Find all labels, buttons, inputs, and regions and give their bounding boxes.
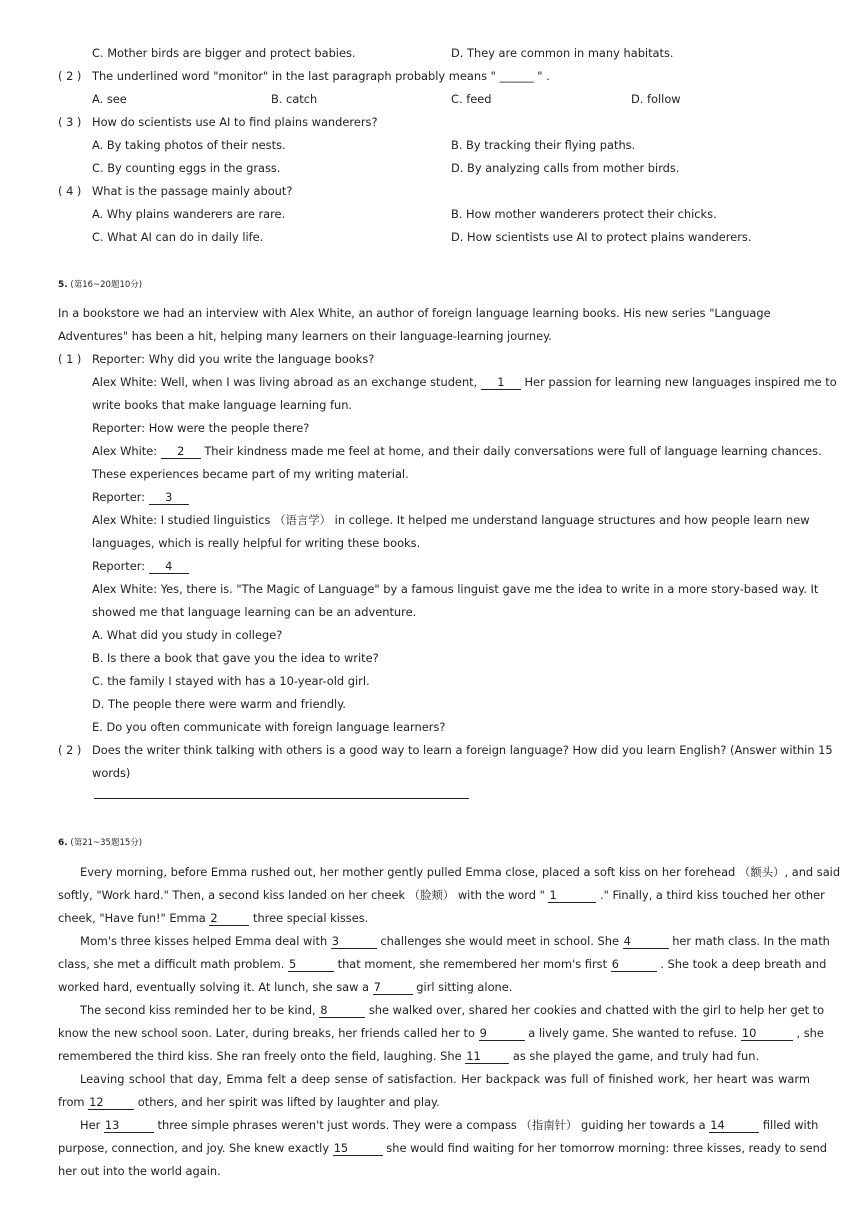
passage-line: worked hard, eventually solving it. At lunch, she saw a 7 girl sitting alone. bbox=[58, 980, 513, 994]
section-5-heading bbox=[58, 279, 142, 291]
passage-line: The second kiss reminded her to be kind, 8 she walked over, shared her cookies and chatted with the girl to help her get to bbox=[80, 1003, 825, 1017]
section-5-number: 5. bbox=[58, 280, 68, 290]
sec5-intro-line-1: In a bookstore we had an interview with Alex White, an author of foreign language learning books. His new series "Language bbox=[58, 306, 771, 320]
section-6-points: (第21~35题15分) bbox=[70, 838, 143, 848]
passage-line: from 12 others, and her spirit was lifted by laughter and play. bbox=[58, 1095, 440, 1109]
blank-3[interactable]: 3 bbox=[149, 491, 189, 505]
passage-line: Mom's three kisses helped Emma deal with 3 challenges she would meet in school. She 4 her math class. In the math bbox=[80, 934, 830, 948]
dialogue-line: languages, which is really helpful for writing these books. bbox=[92, 536, 421, 550]
sec5-q1-number: ( 1 ) bbox=[58, 352, 82, 366]
blank-1[interactable]: 1 bbox=[481, 376, 521, 390]
q4-3-option-b: B. By tracking their flying paths. bbox=[451, 138, 636, 152]
q4-1-option-d: D. They are common in many habitats. bbox=[451, 46, 674, 60]
q4-2-question: The underlined word "monitor" in the last paragraph probably means " ______ " . bbox=[92, 69, 550, 83]
dialogue-line: Reporter: How were the people there? bbox=[92, 421, 310, 435]
passage-line: know the new school soon. Later, during breaks, her friends called her to 9 a lively game. She wanted to refuse. 10 , she bbox=[58, 1026, 824, 1040]
blank-6[interactable]: 6 bbox=[611, 958, 657, 972]
passage-line: purpose, connection, and joy. She knew exactly 15 she would find waiting for her tomorrow morning: three kisses, ready to send bbox=[58, 1141, 828, 1155]
blank-13[interactable]: 13 bbox=[104, 1119, 154, 1133]
blank-10[interactable]: 10 bbox=[741, 1027, 793, 1041]
blank-2[interactable]: 2 bbox=[209, 912, 249, 926]
q4-1-option-c: C. Mother birds are bigger and protect babies. bbox=[92, 46, 356, 60]
sec5-q2-text-line-1: Does the writer think talking with others is a good way to learn a foreign language? How did you learn English? (Answer within 15 bbox=[92, 743, 833, 757]
q4-2-option-b: B. catch bbox=[271, 92, 318, 106]
q4-2-option-d: D. follow bbox=[631, 92, 681, 106]
section-5-points: (第16~20题10分) bbox=[70, 280, 143, 290]
dialogue-line: Alex White: Yes, there is. "The Magic of Language" by a famous linguist gave me the idea to write in a more story-based way. It bbox=[92, 582, 819, 596]
passage-line: cheek, "Have fun!" Emma 2 three special kisses. bbox=[58, 911, 369, 925]
sec5-option-a: A. What did you study in college? bbox=[92, 628, 283, 642]
blank-3[interactable]: 3 bbox=[331, 935, 377, 949]
dialogue-line: showed me that language learning can be an adventure. bbox=[92, 605, 417, 619]
passage-line: softly, "Work hard." Then, a second kiss landed on her cheek （脸颊） with the word " 1 ." Finally, a third kiss touched her other bbox=[58, 888, 825, 902]
blank-9[interactable]: 9 bbox=[479, 1027, 525, 1041]
q4-4-option-b: B. How mother wanderers protect their chicks. bbox=[451, 207, 717, 221]
q4-3-number: ( 3 ) bbox=[58, 115, 82, 129]
blank-15[interactable]: 15 bbox=[333, 1142, 383, 1156]
dialogue-line: These experiences became part of my writing material. bbox=[92, 467, 409, 481]
q4-4-question: What is the passage mainly about? bbox=[92, 184, 293, 198]
q4-4-option-a: A. Why plains wanderers are rare. bbox=[92, 207, 286, 221]
blank-11[interactable]: 11 bbox=[465, 1050, 509, 1064]
blank-4[interactable]: 4 bbox=[149, 560, 189, 574]
dialogue-line: Reporter: 4 bbox=[92, 558, 189, 574]
blank-14[interactable]: 14 bbox=[709, 1119, 759, 1133]
sec5-q1-text: Reporter: Why did you write the language books? bbox=[92, 352, 375, 366]
passage-line: class, she met a difficult math problem. 5 that moment, she remembered her mom's first 6 . She took a deep breath and bbox=[58, 957, 827, 971]
dialogue-line: Reporter: 3 bbox=[92, 489, 189, 505]
q4-2-option-c: C. feed bbox=[451, 92, 492, 106]
sec5-q2-number: ( 2 ) bbox=[58, 743, 82, 757]
q4-3-option-d: D. By analyzing calls from mother birds. bbox=[451, 161, 680, 175]
section-6-heading bbox=[58, 837, 142, 849]
answer-line[interactable] bbox=[94, 798, 469, 799]
q4-4-number: ( 4 ) bbox=[58, 184, 82, 198]
blank-5[interactable]: 5 bbox=[288, 958, 334, 972]
blank-7[interactable]: 7 bbox=[373, 981, 413, 995]
sec5-intro-line-2: Adventures" has been a hit, helping many learners on their language-learning journey. bbox=[58, 329, 552, 343]
passage-line: Every morning, before Emma rushed out, her mother gently pulled Emma close, placed a soft kiss on her forehead （额头）, and said bbox=[80, 865, 841, 879]
dialogue-line: Alex White: I studied linguistics （语言学） in college. It helped me understand language structures and how people learn new bbox=[92, 513, 810, 527]
q4-3-option-c: C. By counting eggs in the grass. bbox=[92, 161, 281, 175]
sec5-option-c: C. the family I stayed with has a 10-year-old girl. bbox=[92, 674, 370, 688]
sec5-option-e: E. Do you often communicate with foreign language learners? bbox=[92, 720, 446, 734]
blank-2[interactable]: 2 bbox=[161, 445, 201, 459]
dialogue-line: Alex White: Well, when I was living abroad as an exchange student, 1 Her passion for learning new languages inspired me to bbox=[92, 375, 837, 389]
sec5-option-d: D. The people there were warm and friendly. bbox=[92, 697, 346, 711]
blank-8[interactable]: 8 bbox=[319, 1004, 365, 1018]
dialogue-line: Alex White: 2 Their kindness made me feel at home, and their daily conversations were full of language learning chances. bbox=[92, 444, 822, 458]
passage-line: remembered the third kiss. She ran freely onto the field, laughing. She 11 as she played the game, and truly had fun. bbox=[58, 1049, 760, 1063]
blank-12[interactable]: 12 bbox=[88, 1096, 134, 1110]
sec5-option-b: B. Is there a book that gave you the idea to write? bbox=[92, 651, 379, 665]
passage-line: her out into the world again. bbox=[58, 1164, 221, 1178]
q4-2-number: ( 2 ) bbox=[58, 69, 82, 83]
blank-1[interactable]: 1 bbox=[548, 889, 596, 903]
passage-line: Her 13 three simple phrases weren't just words. They were a compass （指南针） guiding her towards a 14 filled with bbox=[80, 1118, 819, 1132]
q4-4-option-c: C. What AI can do in daily life. bbox=[92, 230, 264, 244]
q4-3-option-a: A. By taking photos of their nests. bbox=[92, 138, 286, 152]
section-6-number: 6. bbox=[58, 838, 68, 848]
dialogue-line: write books that make language learning fun. bbox=[92, 398, 353, 412]
sec5-q2-text-line-2: words) bbox=[92, 766, 131, 780]
q4-4-option-d: D. How scientists use AI to protect plains wanderers. bbox=[451, 230, 752, 244]
q4-2-option-a: A. see bbox=[92, 92, 127, 106]
blank-4[interactable]: 4 bbox=[623, 935, 669, 949]
passage-line: Leaving school that day, Emma felt a deep sense of satisfaction. Her backpack was full of finished work, her heart was warm bbox=[80, 1072, 810, 1086]
q4-3-question: How do scientists use AI to find plains wanderers? bbox=[92, 115, 378, 129]
